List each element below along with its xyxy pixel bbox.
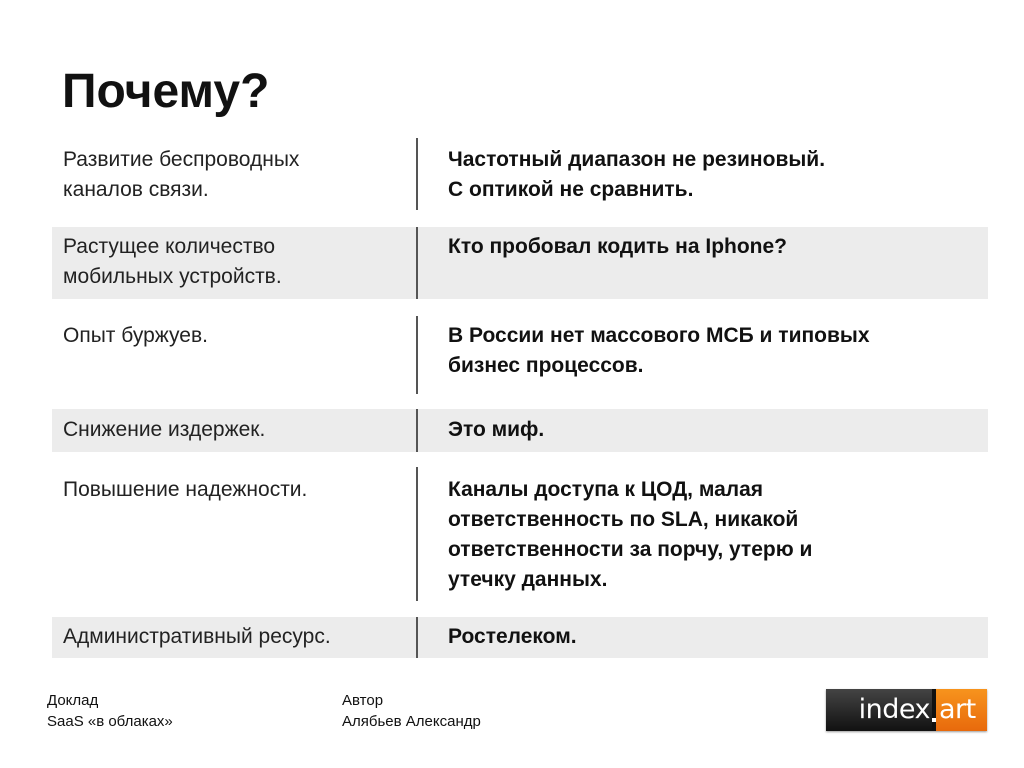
table-row bbox=[52, 299, 988, 409]
reason-cell: Повышение надежности. bbox=[63, 478, 308, 501]
logo-dot bbox=[932, 689, 936, 731]
reason-cell: Развитие беспроводных каналов связи. bbox=[63, 148, 300, 201]
comparison-table bbox=[52, 138, 988, 658]
logo-right-text: art bbox=[936, 689, 987, 731]
footer-author bbox=[342, 690, 481, 732]
comment-cell: Ростелеком. bbox=[448, 625, 577, 648]
reason-cell: Растущее количество мобильных устройств. bbox=[63, 235, 282, 288]
comment-cell: Кто пробовал кодить на Iphone? bbox=[448, 235, 788, 258]
footer-report bbox=[47, 690, 173, 732]
reason-cell: Опыт буржуев. bbox=[63, 324, 208, 347]
table-row bbox=[52, 138, 988, 227]
slide-title: Почему? bbox=[62, 65, 270, 118]
reason-cell: Снижение издержек. bbox=[63, 418, 266, 441]
logo-left-text: index bbox=[826, 689, 932, 731]
comment-cell: Частотный диапазон не резиновый. С оптикой не сравнить. bbox=[448, 148, 826, 201]
footer-report-value: SaaS «в облаках» bbox=[47, 713, 173, 730]
footer-author-value: Алябьев Александр bbox=[342, 713, 481, 730]
footer-report-label: Доклад bbox=[47, 692, 99, 709]
comment-cell: Это миф. bbox=[448, 418, 545, 441]
comment-cell: В России нет массового МСБ и типовых бизнес процессов. bbox=[448, 324, 870, 377]
table-row bbox=[52, 617, 988, 658]
table-row bbox=[52, 409, 988, 452]
table-row bbox=[52, 227, 988, 299]
table-row bbox=[52, 452, 988, 617]
reason-cell: Административный ресурс. bbox=[63, 625, 331, 648]
index-art-logo bbox=[826, 689, 987, 731]
comment-cell: Каналы доступа к ЦОД, малая ответственность по SLA, никакой ответственности за порчу, утерю и утечку данных. bbox=[448, 478, 813, 591]
footer-author-label: Автор bbox=[342, 692, 384, 709]
